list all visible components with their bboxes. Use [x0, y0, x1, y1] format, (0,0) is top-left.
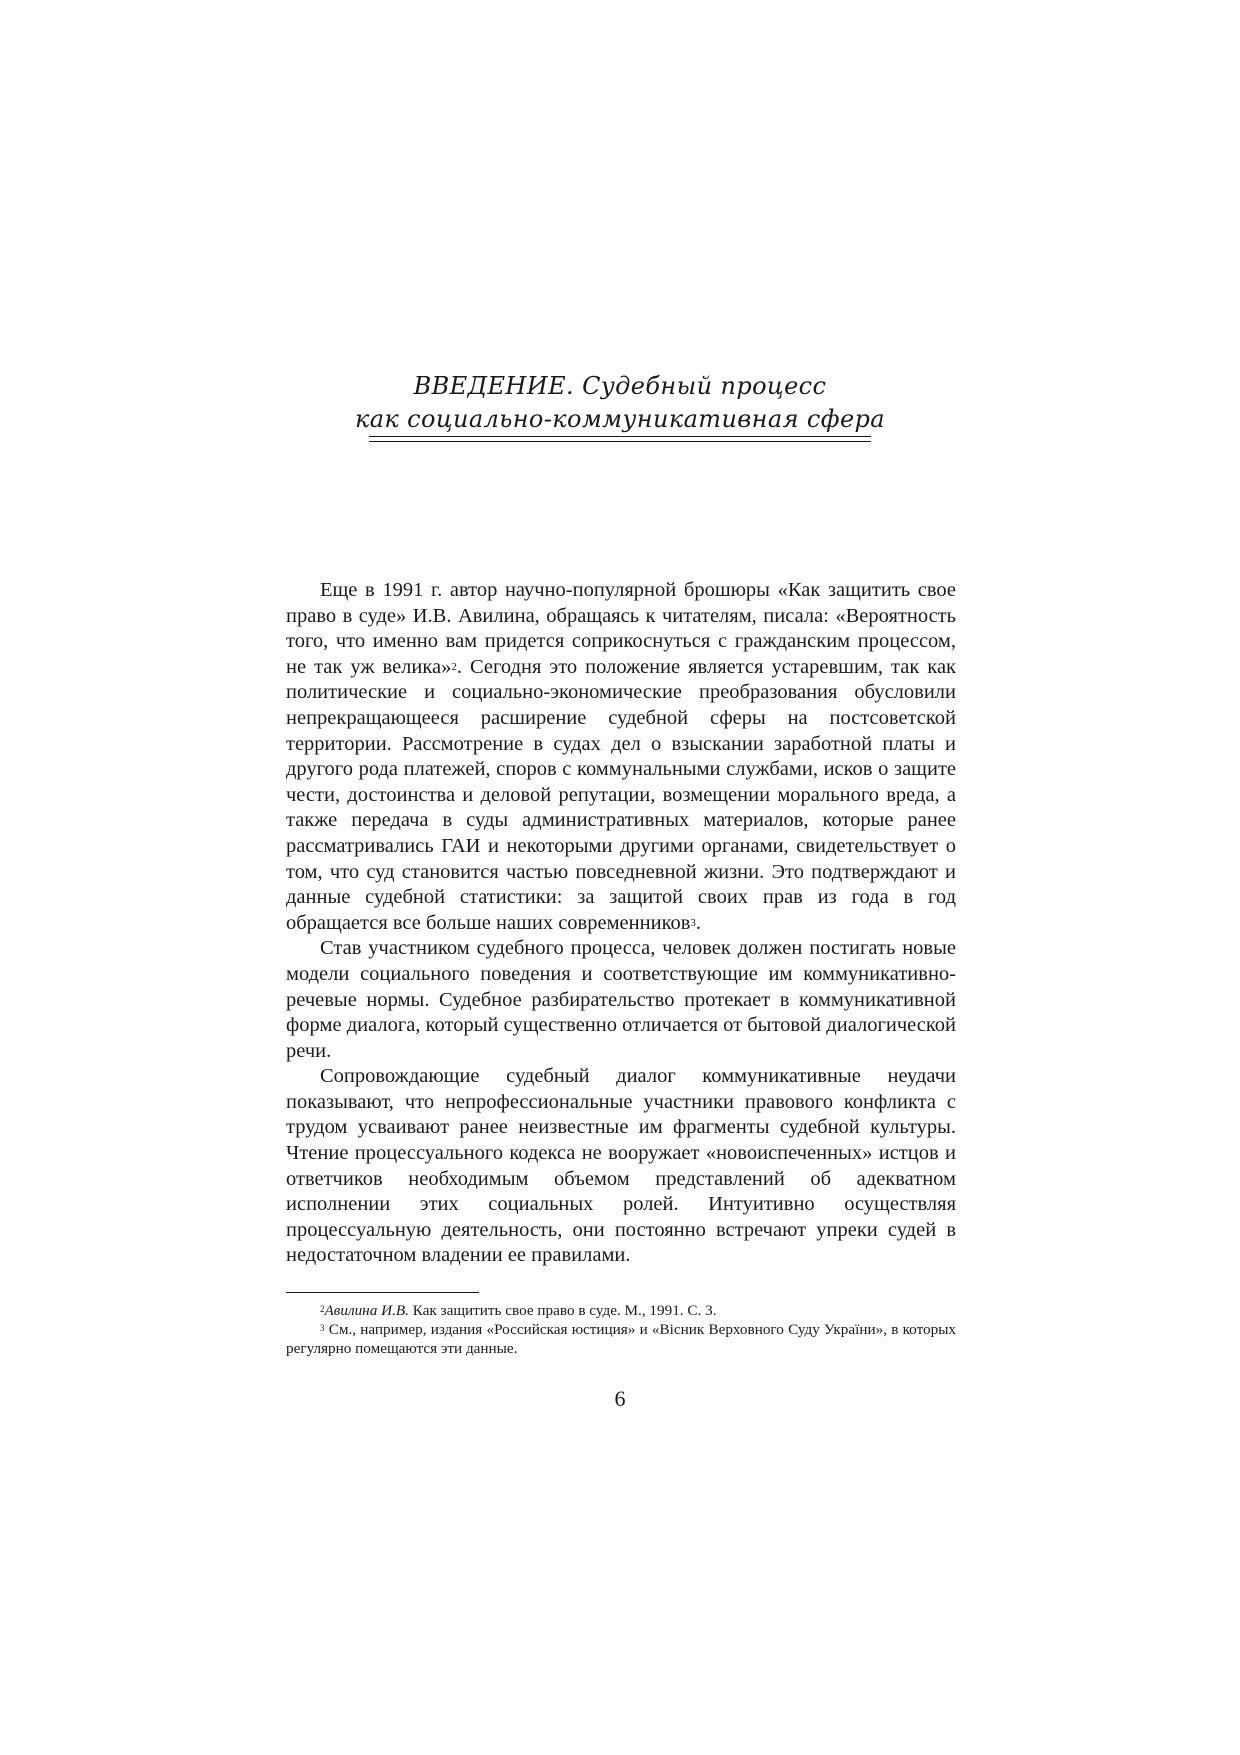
- footnote-separator: [286, 1292, 479, 1293]
- footnote-2: [286, 1301, 956, 1320]
- paragraph-1-part-a: Еще в 1991 г. автор научно-популярной брошюры «Как защитить свое право в суде» И.В. Авилина, обращаясь к читателям, писала: «Вероятность того, что именно вам придется соприкоснуться с гражданским процессом, не так уж велика»: [286, 579, 956, 678]
- footnote-number: 3: [320, 1323, 325, 1333]
- body-text: [286, 578, 956, 1269]
- page-number: 6: [614, 1386, 626, 1411]
- paragraph-3: Сопровождающие судебный диалог коммуникативные неудачи показывают, что непрофессиональные участники правового конфликта с трудом усваивают ранее неизвестные им фрагменты судебной культуры. Чтение процессуального кодекса не вооружает «новоиспеченных» истцов и ответчиков необходимым объемом представлений об адекватном исполнении этих социальных ролей. Интуитивно осуществляя процессуальную деятельность, они постоянно встречают упреки судей в недостаточном владении ее правилами.: [286, 1065, 956, 1267]
- footnote-text: Как защитить свое право в суде. М., 1991. С. 3.: [408, 1302, 717, 1319]
- chapter-title-part-1: Судебный процесс: [574, 372, 827, 400]
- paragraph-1-part-b: . Сегодня это положение является устаревшим, так как политические и социально-экономические преобразования обусловили непрекращающееся расширение судебной сферы на постсоветской территории. Рассмотрение в судах дел о взыскании заработной платы и другого рода платежей, споров с коммунальными службами, исков о защите чести, достоинства и деловой репутации, возмещении морального вреда, а также передача в суды административных материалов, которые ранее рассматривались ГАИ и некоторыми другими органами, свидетельствует о том, что суд становится частью повседневной жизни. Это подтверждают и данные судебной статистики: за защитой своих прав из года в год обращается все больше наших современников: [286, 655, 957, 934]
- chapter-title-line-1: [0, 370, 1240, 403]
- chapter-title-line-2: как социально-коммуникативная сфера: [354, 405, 886, 433]
- chapter-heading: [0, 370, 1240, 436]
- footnote-number: 2: [320, 1304, 325, 1314]
- footnote-3: [286, 1320, 956, 1358]
- footnote-author: Авилина И.В.: [324, 1302, 409, 1319]
- footnotes: [286, 1301, 956, 1358]
- footnote-text: См., например, издания «Российская юстиция» и «Вісник Верховного Суду України», в которых регулярно помещаются эти данные.: [286, 1321, 956, 1357]
- footnote-ref-3[interactable]: 3: [690, 916, 696, 929]
- paragraph-2: Став участником судебного процесса, человек должен постигать новые модели социального поведения и соответствующие им коммуникативно-речевые нормы. Судебное разбирательство протекает в коммуникативной форме диалога, который существенно отличается от бытовой диалогической речи.: [286, 937, 956, 1062]
- chapter-label: ВВЕДЕНИЕ.: [413, 372, 575, 400]
- heading-underline-top: [369, 436, 871, 437]
- paragraph-1-part-c: .: [695, 911, 702, 934]
- footnote-ref-2[interactable]: 2: [451, 660, 457, 673]
- paragraph-1: [286, 578, 956, 936]
- heading-underline-bottom: [369, 441, 871, 442]
